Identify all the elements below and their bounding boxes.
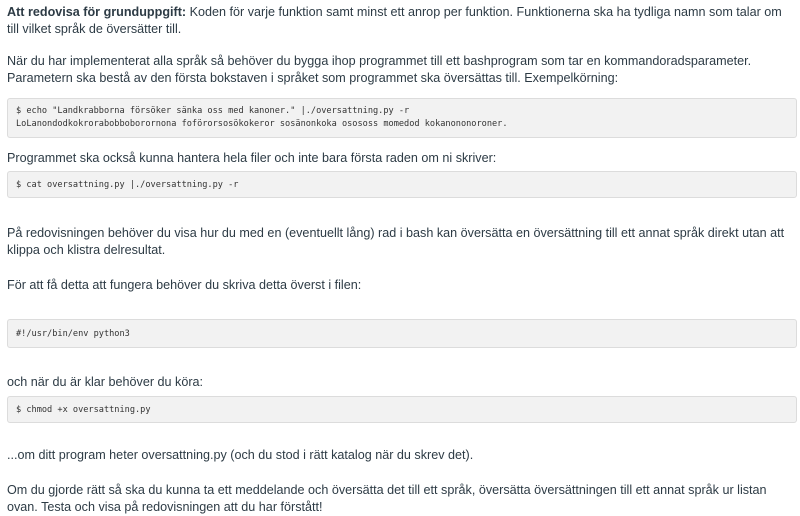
code-block-chmod: $ chmod +x oversattning.py: [7, 396, 797, 423]
chmod-intro-paragraph: och när du är klar behöver du köra:: [7, 375, 204, 389]
code-line-output: LoLanondodkokrorabobboborornona foförorsosökokeror sosänonkoka osososs momedod kokanononoroner.: [16, 119, 508, 129]
filename-paragraph: ...om ditt program heter oversattning.py (och du stod i rätt katalog när du skrev det).: [7, 448, 474, 462]
intro-paragraph: [7, 4, 797, 38]
bash-paragraph: När du har implementerat alla språk så behöver du bygga ihop programmet till ett bashprogram som tar en kommandoradsparameter. Parametern ska bestå av den första bokstaven i språket som programmet ska översättas till. Exempelkörning:: [7, 54, 752, 85]
code-block-example: [7, 98, 797, 138]
assignment-content: [7, 4, 797, 516]
final-paragraph: Om du gjorde rätt så ska du kunna ta ett meddelande och översätta det till ett språk, översätta översättningen till ett annat språk ur listan ovan. Testa och visa på redovisningen att du har förstått!: [7, 483, 767, 514]
presentation-paragraph: På redovisningen behöver du visa hur du med en (eventuellt lång) rad i bash kan översätta en översättning till ett annat språk direkt utan att klippa och klistra delresultat.: [7, 226, 785, 257]
code-line-command: $ echo "Landkrabborna försöker sänka oss med kanoner." |./oversattning.py -r: [16, 106, 410, 116]
code-block-shebang: #!/usr/bin/env python3: [7, 319, 797, 348]
intro-text: Koden för varje funktion samt minst ett anrop per funktion. Funktionerna ska ha tydliga namn som talar om till vilket språk de översätter till.: [7, 5, 782, 36]
shebang-intro-paragraph: För att få detta att fungera behöver du skriva detta överst i filen:: [7, 278, 362, 292]
files-paragraph: Programmet ska också kunna hantera hela filer och inte bara första raden om ni skriver:: [7, 151, 497, 165]
code-block-cat: $ cat oversattning.py |./oversattning.py -r: [7, 171, 797, 198]
intro-heading: Att redovisa för grunduppgift:: [7, 5, 187, 19]
